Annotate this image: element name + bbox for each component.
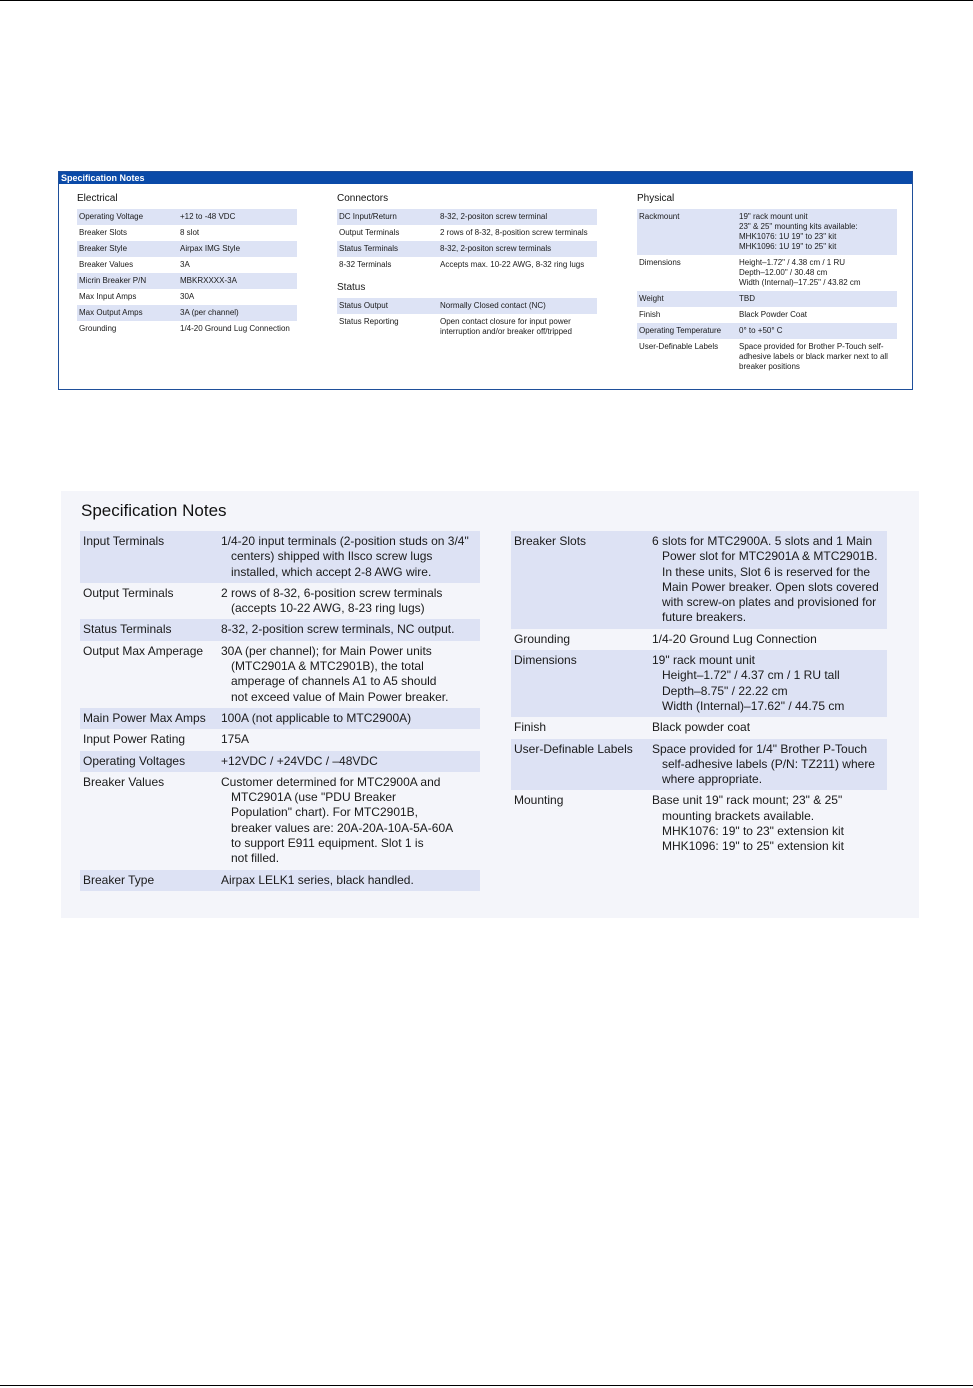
spec-value-line: installed, which accept 2-8 AWG wire. xyxy=(231,564,432,579)
spec-value xyxy=(221,754,480,769)
spec-value xyxy=(652,534,887,626)
spec-value xyxy=(180,228,297,238)
spec-row xyxy=(80,729,480,750)
spec-value-line: future breakers. xyxy=(662,610,747,625)
spec-value-line: Space provided for Brother P-Touch self- xyxy=(739,342,884,351)
spec-value xyxy=(180,292,297,302)
spec-value-line: 8-32, 2-positon screw terminals xyxy=(440,244,552,253)
spec-label: Breaker Slots xyxy=(79,228,128,237)
spec-value xyxy=(739,294,897,304)
spec-value-line: In these units, Slot 6 is reserved for the xyxy=(662,564,871,579)
physical-rows xyxy=(637,209,897,375)
spec-value xyxy=(180,212,297,222)
spec-value xyxy=(221,622,480,637)
spec-value-line: not filled. xyxy=(231,851,280,866)
spec-label: Breaker Values xyxy=(79,260,134,269)
spec-row xyxy=(637,255,897,291)
spec-row xyxy=(637,323,897,339)
spec-value-line: breaker positions xyxy=(739,362,800,371)
spec-value-line: 2 rows of 8-32, 6-position screw terminals xyxy=(221,585,443,600)
spec-value xyxy=(652,720,887,735)
spec-value xyxy=(739,310,897,320)
spec-value-line: 1/4-20 Ground Lug Connection xyxy=(652,631,817,646)
spec-value xyxy=(652,653,887,714)
spec-value-line: (accepts 10-22 AWG, 8-23 ring lugs) xyxy=(231,601,425,616)
spec-row xyxy=(511,739,887,791)
spec-row xyxy=(637,291,897,307)
spec-row xyxy=(77,273,297,289)
connectors-rows xyxy=(337,209,597,273)
spec-value-line: 30A (per channel); for Main Power units xyxy=(221,643,432,658)
spec-label: Grounding xyxy=(514,631,571,646)
bottom-rule xyxy=(0,1385,973,1386)
top-rule xyxy=(0,0,973,1)
spec-label: User-Definable Labels xyxy=(514,741,633,756)
spec-row xyxy=(80,708,480,729)
spec-label: 8-32 Terminals xyxy=(339,260,392,269)
spec-row xyxy=(77,305,297,321)
spec-value-line: Airpax IMG Style xyxy=(180,244,241,253)
spec-value xyxy=(221,732,480,747)
spec-value-line: MTC2901A (use "PDU Breaker xyxy=(231,790,396,805)
status-rows xyxy=(337,298,597,340)
spec-value xyxy=(221,644,480,705)
spec-label: Breaker Slots xyxy=(514,534,587,548)
spec-label: Dimensions xyxy=(514,653,577,668)
spec-row xyxy=(337,298,597,314)
spec-label: Dimensions xyxy=(639,258,681,267)
electrical-heading: Electrical xyxy=(77,193,118,204)
spec-value xyxy=(221,534,480,580)
spec-value-line: 3A xyxy=(180,260,190,269)
spec-row xyxy=(80,751,480,772)
spec-value-line: 30A xyxy=(180,292,195,301)
spec-label: DC Input/Return xyxy=(339,212,397,221)
spec-label: Breaker Style xyxy=(79,244,128,253)
spec-value-line: 8-32, 2-positon screw terminal xyxy=(440,212,548,221)
spec-value-line: Power slot for MTC2901A & MTC2901B. xyxy=(662,549,878,564)
spec-value-line: breaker values are: 20A-20A-10A-5A-60A xyxy=(231,820,454,835)
spec-value xyxy=(180,260,297,270)
spec-value-line: interruption and/or breaker off/tripped xyxy=(440,327,572,336)
spec-value-line: 19" rack mount unit xyxy=(652,653,755,668)
spec-value-line: Main Power breaker. Open slots covered xyxy=(662,579,879,594)
spec-value xyxy=(221,586,480,617)
spec-label: Finish xyxy=(639,310,661,319)
spec-value xyxy=(652,742,887,788)
spec-value-line: Space provided for 1/4" Brother P-Touch xyxy=(652,741,868,756)
spec-value-line: 175A xyxy=(221,732,250,747)
spec-notes-panel-small xyxy=(58,171,913,390)
spec-value xyxy=(180,276,297,286)
spec-row xyxy=(511,629,887,650)
spec-value-line: 8-32, 2-position screw terminals, NC output. xyxy=(221,622,455,637)
spec-value-line: MHK1096: 1U 19" to 25" kit xyxy=(739,242,837,251)
spec-row xyxy=(77,257,297,273)
spec-value-line: 100A (not applicable to MTC2900A) xyxy=(221,710,412,725)
spec-value xyxy=(739,212,897,252)
spec-value-line: MHK1076: 1U 19" to 23" kit xyxy=(739,232,837,241)
spec-label: Status Terminals xyxy=(83,622,172,637)
spec-value-line: 8 slot xyxy=(180,228,200,237)
connectors-heading: Connectors xyxy=(337,193,389,204)
spec-value-line: to support E911 equipment. Slot 1 is xyxy=(231,836,424,851)
spec-value xyxy=(440,301,597,311)
spec-value-line: MBKRXXXX-3A xyxy=(180,276,237,285)
spec-label: Max Input Amps xyxy=(79,292,137,301)
spec-value-line: +12 to -48 VDC xyxy=(180,212,236,221)
status-heading: Status xyxy=(337,282,366,293)
spec-left-table xyxy=(80,531,480,891)
spec-label: Input Terminals xyxy=(83,534,165,548)
spec-notes-panel-large xyxy=(61,491,919,918)
spec-value-line: Depth–12.00" / 30.48 cm xyxy=(739,268,828,277)
spec-value xyxy=(739,326,897,336)
spec-row xyxy=(80,583,480,620)
spec-label: Output Max Amperage xyxy=(83,643,204,658)
spec-value-line: 1/4-20 Ground Lug Connection xyxy=(180,324,290,333)
spec-value-line: Customer determined for MTC2900A and xyxy=(221,774,441,789)
spec-value-line: 19" rack mount unit xyxy=(739,212,808,221)
spec-value-line: MHK1076: 19" to 23" extension kit xyxy=(662,824,844,839)
spec-value-line: Population" chart). For MTC2901B, xyxy=(231,805,419,820)
spec-value-line: with screw-on plates and provisioned for xyxy=(662,595,877,610)
spec-label: Status Reporting xyxy=(339,317,399,326)
spec-label: Status Terminals xyxy=(339,244,398,253)
spec-label: User-Definable Labels xyxy=(639,342,719,351)
spec-label: Grounding xyxy=(79,324,117,333)
spec-value-line: centers) shipped with Ilsco screw lugs xyxy=(231,549,433,564)
spec-row xyxy=(511,531,887,629)
spec-value-line: Black Powder Coat xyxy=(739,310,808,319)
spec-row xyxy=(337,241,597,257)
spec-row xyxy=(337,209,597,225)
spec-value xyxy=(739,342,897,372)
spec-label: Finish xyxy=(514,720,547,735)
spec-value xyxy=(652,793,887,854)
spec-value xyxy=(739,258,897,288)
spec-label: Main Power Max Amps xyxy=(83,710,206,725)
spec-label: Status Output xyxy=(339,301,388,310)
spec-value-line: Black powder coat xyxy=(652,720,751,735)
spec-value xyxy=(221,873,480,888)
spec-row xyxy=(77,321,297,337)
spec-value-line: Accepts max. 10-22 AWG, 8-32 ring lugs xyxy=(440,260,585,269)
spec-label: Max Output Amps xyxy=(79,308,143,317)
spec-row xyxy=(80,772,480,870)
spec-value-line: 1/4-20 input terminals (2-position studs on 3/4" xyxy=(221,534,469,548)
spec-notes-header: Specification Notes xyxy=(59,172,912,184)
spec-value-line: TBD xyxy=(739,294,755,303)
spec-value-line: Base unit 19" rack mount; 23" & 25" xyxy=(652,793,843,808)
spec-label: Rackmount xyxy=(639,212,680,221)
spec-value-line: Height–1.72" / 4.37 cm / 1 RU tall xyxy=(662,668,840,683)
spec-value-line: 23" & 25" mounting kits available: xyxy=(739,222,858,231)
spec-row xyxy=(80,870,480,891)
spec-value-line: 0° to +50° C xyxy=(739,326,783,335)
spec-value xyxy=(180,244,297,254)
spec-value-line: self-adhesive labels (P/N: TZ211) where xyxy=(662,756,875,771)
spec-row xyxy=(337,257,597,273)
spec-value-line: amperage of channels A1 to A5 should xyxy=(231,674,437,689)
spec-value-line: mounting brackets available. xyxy=(662,808,815,823)
spec-value-line: Open contact closure for input power xyxy=(440,317,571,326)
spec-row xyxy=(637,209,897,255)
spec-row xyxy=(637,307,897,323)
spec-value-line: MHK1096: 19" to 25" extension kit xyxy=(662,839,844,854)
spec-row xyxy=(511,650,887,717)
spec-value xyxy=(440,228,597,238)
spec-row xyxy=(77,241,297,257)
spec-value xyxy=(440,317,597,337)
spec-row xyxy=(511,717,887,738)
spec-row xyxy=(80,531,480,583)
physical-column xyxy=(637,192,897,375)
spec-label: Operating Voltage xyxy=(79,212,144,221)
spec-value-line: where appropriate. xyxy=(662,772,763,787)
spec-value xyxy=(652,632,887,647)
spec-label: Operating Voltages xyxy=(83,753,186,768)
spec-value xyxy=(221,711,480,726)
spec-row xyxy=(637,339,897,375)
spec-value-line: not exceed value of Main Power breaker. xyxy=(231,689,449,704)
physical-heading: Physical xyxy=(637,193,675,204)
spec-value-line: Airpax LELK1 series, black handled. xyxy=(221,872,414,887)
spec-value xyxy=(180,324,297,334)
spec-value-line: Depth–8.75" / 22.22 cm xyxy=(662,683,788,698)
spec-label: Mounting xyxy=(514,793,564,808)
spec-label: Micrin Breaker P/N xyxy=(79,276,147,285)
spec-value-line: adhesive labels or black marker next to all xyxy=(739,352,888,361)
connectors-column xyxy=(337,192,597,340)
spec-value-line: +12VDC / +24VDC / –48VDC xyxy=(221,753,378,768)
spec-row xyxy=(337,314,597,340)
spec-notes-title: Specification Notes xyxy=(81,501,227,520)
spec-value-line: Normally Closed contact (NC) xyxy=(440,301,546,310)
spec-value xyxy=(440,260,597,270)
spec-value-line: Width (Internal)–17.62" / 44.75 cm xyxy=(662,698,845,713)
spec-value xyxy=(180,308,297,318)
spec-label: Input Power Rating xyxy=(83,732,186,747)
spec-row xyxy=(80,619,480,640)
spec-value-line: Height–1.72" / 4.38 cm / 1 RU xyxy=(739,258,846,267)
spec-value-line: Width (Internal)–17.25" / 43.82 cm xyxy=(739,278,861,287)
spec-row xyxy=(77,225,297,241)
spec-value-line: 3A (per channel) xyxy=(180,308,239,317)
spec-value xyxy=(440,244,597,254)
electrical-rows xyxy=(77,209,297,337)
electrical-column xyxy=(77,192,297,337)
spec-value xyxy=(440,212,597,222)
spec-label: Breaker Type xyxy=(83,872,155,887)
spec-row xyxy=(77,289,297,305)
spec-row xyxy=(511,790,887,857)
spec-value xyxy=(221,775,480,867)
spec-label: Breaker Values xyxy=(83,774,165,789)
spec-value-line: (MTC2901A & MTC2901B), the total xyxy=(231,659,424,674)
spec-row xyxy=(77,209,297,225)
spec-value-line: 6 slots for MTC2900A. 5 slots and 1 Main xyxy=(652,534,873,548)
spec-row xyxy=(80,641,480,708)
spec-row xyxy=(337,225,597,241)
spec-label: Operating Temperature xyxy=(639,326,722,335)
spec-label: Weight xyxy=(639,294,664,303)
spec-right-table xyxy=(511,531,887,858)
spec-label: Output Terminals xyxy=(83,585,174,600)
spec-value-line: 2 rows of 8-32, 8-position screw terminals xyxy=(440,228,588,237)
spec-label: Output Terminals xyxy=(339,228,400,237)
